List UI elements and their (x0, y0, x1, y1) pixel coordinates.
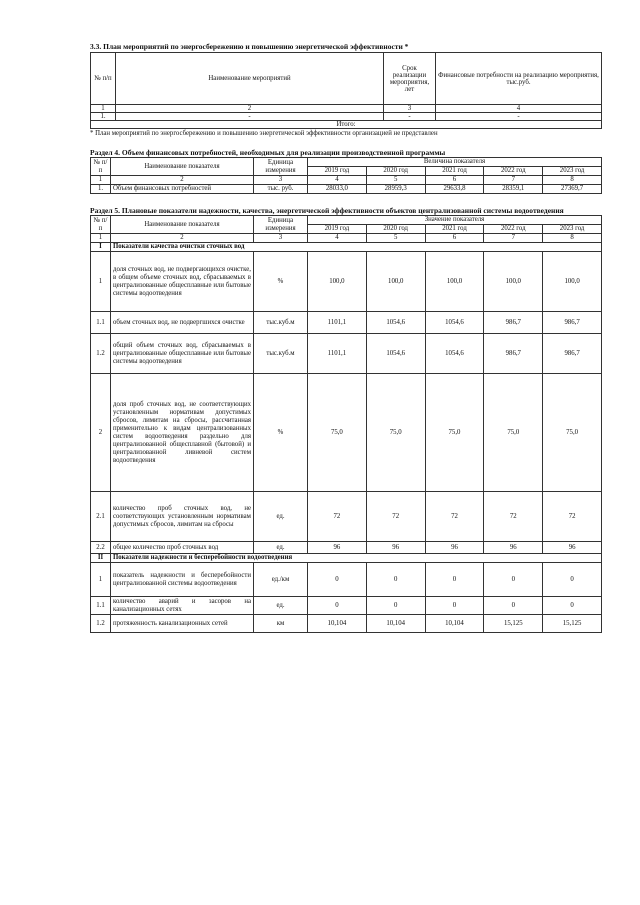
year-header: 2020 год (366, 225, 425, 234)
table-row (91, 374, 602, 492)
col-header: Наименование показателя (111, 216, 254, 234)
year-header: 2022 год (484, 225, 543, 234)
cell: 5 (366, 234, 425, 243)
group-num: II (91, 554, 111, 563)
value-cell: 96 (484, 542, 543, 554)
col-header: Наименование мероприятий (116, 53, 384, 105)
value-cell: 27369,7 (543, 185, 602, 194)
cell: 1. (91, 185, 111, 194)
col-header: № п/п (91, 53, 116, 105)
cell: 1 (91, 176, 111, 185)
indicator-name: общий объем сточных вод, сбрасываемых в централизованные общесплавные или бытовые системы водоотведения (111, 334, 254, 374)
cell: 4 (308, 234, 367, 243)
value-cell: 0 (308, 563, 367, 597)
cell: - (384, 113, 436, 121)
cell: 6 (425, 234, 484, 243)
value-cell: 72 (543, 492, 602, 542)
indicator-name: объем сточных вод, не подвергшихся очистке (111, 312, 254, 334)
cell: 7 (484, 234, 543, 243)
value-cell: 0 (366, 563, 425, 597)
col-header: Срок реализации мероприятия, лет (384, 53, 436, 105)
table-row (91, 185, 602, 194)
value-cell: 29633,8 (425, 185, 484, 194)
financial-needs-table (90, 157, 602, 194)
row-number: 2.2 (91, 542, 111, 554)
cell: 1 (91, 105, 116, 113)
value-cell: 28959,3 (366, 185, 425, 194)
total-label: Итого: (91, 121, 602, 129)
table-row (91, 492, 602, 542)
col-header: Финансовые потребности на реализацию мероприятия, тыс.руб. (436, 53, 602, 105)
value-cell: 986,7 (484, 334, 543, 374)
value-cell: 96 (425, 542, 484, 554)
footnote: * План мероприятий по энергосбережению и повышению энергетической эффективности организацией не представлен (90, 130, 438, 137)
value-cell: 28359,1 (484, 185, 543, 194)
unit-cell: ед. (254, 597, 308, 615)
section-4-title: Раздел 4. Объем финансовых потребностей, необходимых для реализации производственной программы (90, 148, 446, 157)
col-header: Единица измерения (254, 216, 308, 234)
index-row (91, 105, 602, 113)
cell: 7 (484, 176, 543, 185)
cell: 4 (436, 105, 602, 113)
value-cell: 10,104 (425, 615, 484, 633)
col-header: № п/п (91, 158, 111, 176)
cell: 1 (91, 234, 111, 243)
value-cell: 0 (543, 563, 602, 597)
col-header: Значение показателя (308, 216, 602, 225)
table-row (91, 597, 602, 615)
value-cell: 100,0 (543, 252, 602, 312)
value-cell: 1054,6 (366, 312, 425, 334)
energy-plan-table (90, 52, 602, 129)
value-cell: 986,7 (543, 334, 602, 374)
table-row (91, 542, 602, 554)
unit-cell: % (254, 374, 308, 492)
document-page (90, 42, 602, 633)
value-cell: 1054,6 (366, 334, 425, 374)
value-cell: 75,0 (366, 374, 425, 492)
group-title: Показатели качества очистки сточных вод (111, 243, 602, 252)
col-header: Наименование показателя (111, 158, 254, 176)
row-number: 2.1 (91, 492, 111, 542)
table-row (91, 252, 602, 312)
unit-cell: км (254, 615, 308, 633)
value-cell: 0 (543, 597, 602, 615)
indicators-table (90, 215, 602, 633)
cell: 2 (111, 234, 254, 243)
cell: - (436, 113, 602, 121)
indicator-name: общее количество проб сточных вод (111, 542, 254, 554)
row-number: 1 (91, 563, 111, 597)
value-cell: 100,0 (366, 252, 425, 312)
table-row (91, 615, 602, 633)
group-row (91, 243, 602, 252)
row-number: 1.2 (91, 615, 111, 633)
value-cell: 100,0 (308, 252, 367, 312)
cell: 4 (308, 176, 367, 185)
index-row (91, 234, 602, 243)
value-cell: 72 (425, 492, 484, 542)
value-cell: 15,125 (484, 615, 543, 633)
value-cell: 1054,6 (425, 312, 484, 334)
cell: 8 (543, 234, 602, 243)
value-cell: 75,0 (425, 374, 484, 492)
table-row (91, 563, 602, 597)
indicator-name: доля сточных вод, не подвергающихся очистке, в общем объеме сточных вод, сбрасываемых в централизованные общесплавные или бытовые системы водоотведения (111, 252, 254, 312)
value-cell: 0 (308, 597, 367, 615)
indicator-name: протяженность канализационных сетей (111, 615, 254, 633)
cell: 3 (384, 105, 436, 113)
cell: 3 (254, 234, 308, 243)
year-header: 2023 год (543, 167, 602, 176)
section-5-title: Раздел 5. Плановые показатели надежности, качества, энергетической эффективности объектов централизованной системы водоотведения (90, 206, 564, 215)
cell: тыс. руб. (254, 185, 308, 194)
row-number: 1.1 (91, 597, 111, 615)
cell: 2 (111, 176, 254, 185)
row-number: 1.1 (91, 312, 111, 334)
row-number: 1 (91, 252, 111, 312)
year-header: 2020 год (366, 167, 425, 176)
value-cell: 0 (366, 597, 425, 615)
value-cell: 0 (484, 563, 543, 597)
value-cell: 1054,6 (425, 334, 484, 374)
cell: 2 (116, 105, 384, 113)
value-cell: 10,104 (308, 615, 367, 633)
cell: 3 (254, 176, 308, 185)
row-number: 2 (91, 374, 111, 492)
value-cell: 28033,0 (308, 185, 367, 194)
year-header: 2022 год (484, 167, 543, 176)
value-cell: 75,0 (308, 374, 367, 492)
cell: - (116, 113, 384, 121)
group-row (91, 554, 602, 563)
year-header: 2019 год (308, 225, 367, 234)
group-title: Показатели надежности и бесперебойности водоотведения (111, 554, 602, 563)
value-cell: 72 (308, 492, 367, 542)
value-cell: 75,0 (543, 374, 602, 492)
cell: 6 (425, 176, 484, 185)
table-row (91, 312, 602, 334)
year-header: 2023 год (543, 225, 602, 234)
value-cell: 96 (366, 542, 425, 554)
table-header-row (91, 216, 602, 225)
value-cell: 10,104 (366, 615, 425, 633)
unit-cell: ед. (254, 542, 308, 554)
value-cell: 0 (425, 597, 484, 615)
value-cell: 1101,1 (308, 334, 367, 374)
unit-cell: ед./км (254, 563, 308, 597)
table-header-row (91, 53, 602, 105)
value-cell: 1101,1 (308, 312, 367, 334)
cell: 5 (366, 176, 425, 185)
value-cell: 96 (543, 542, 602, 554)
table-row (91, 334, 602, 374)
unit-cell: тыс.куб.м (254, 334, 308, 374)
cell: Объем финансовых потребностей (111, 185, 254, 194)
cell: 8 (543, 176, 602, 185)
year-header: 2019 год (308, 167, 367, 176)
year-header: 2021 год (425, 167, 484, 176)
value-cell: 986,7 (543, 312, 602, 334)
indicator-name: доля проб сточных вод, не соответствующих установленным нормативам допустимых сбросов, лимитам на сбросы, рассчитанная применительно к видам централизованных систем водоотведения раздельно для централизованной общесплавной (бытовой) и централизованной ливневой систем водоотведения (111, 374, 254, 492)
total-row (91, 121, 602, 129)
col-header: Единица измерения (254, 158, 308, 176)
value-cell: 72 (366, 492, 425, 542)
index-row (91, 176, 602, 185)
section-3-3-title: 3.3. План мероприятий по энергосбережению и повышению энергетической эффективности * (90, 42, 409, 51)
indicator-name: количество аварий и засоров на канализационных сетях (111, 597, 254, 615)
indicator-name: количество проб сточных вод, не соответствующих установленным нормативам допустимых сбросов, лимитам на сбросы (111, 492, 254, 542)
value-cell: 96 (308, 542, 367, 554)
value-cell: 15,125 (543, 615, 602, 633)
value-cell: 75,0 (484, 374, 543, 492)
value-cell: 100,0 (484, 252, 543, 312)
table-header-row (91, 158, 602, 167)
unit-cell: % (254, 252, 308, 312)
value-cell: 0 (484, 597, 543, 615)
unit-cell: тыс.куб.м (254, 312, 308, 334)
row-number: 1.2 (91, 334, 111, 374)
col-header: № п/п (91, 216, 111, 234)
year-header: 2021 год (425, 225, 484, 234)
value-cell: 100,0 (425, 252, 484, 312)
value-cell: 72 (484, 492, 543, 542)
value-cell: 986,7 (484, 312, 543, 334)
cell: 1. (91, 113, 116, 121)
table-row (91, 113, 602, 121)
unit-cell: ед. (254, 492, 308, 542)
col-header: Величина показателя (308, 158, 602, 167)
indicator-name: показатель надежности и бесперебойности централизованной системы водоотведения (111, 563, 254, 597)
group-num: I (91, 243, 111, 252)
value-cell: 0 (425, 563, 484, 597)
